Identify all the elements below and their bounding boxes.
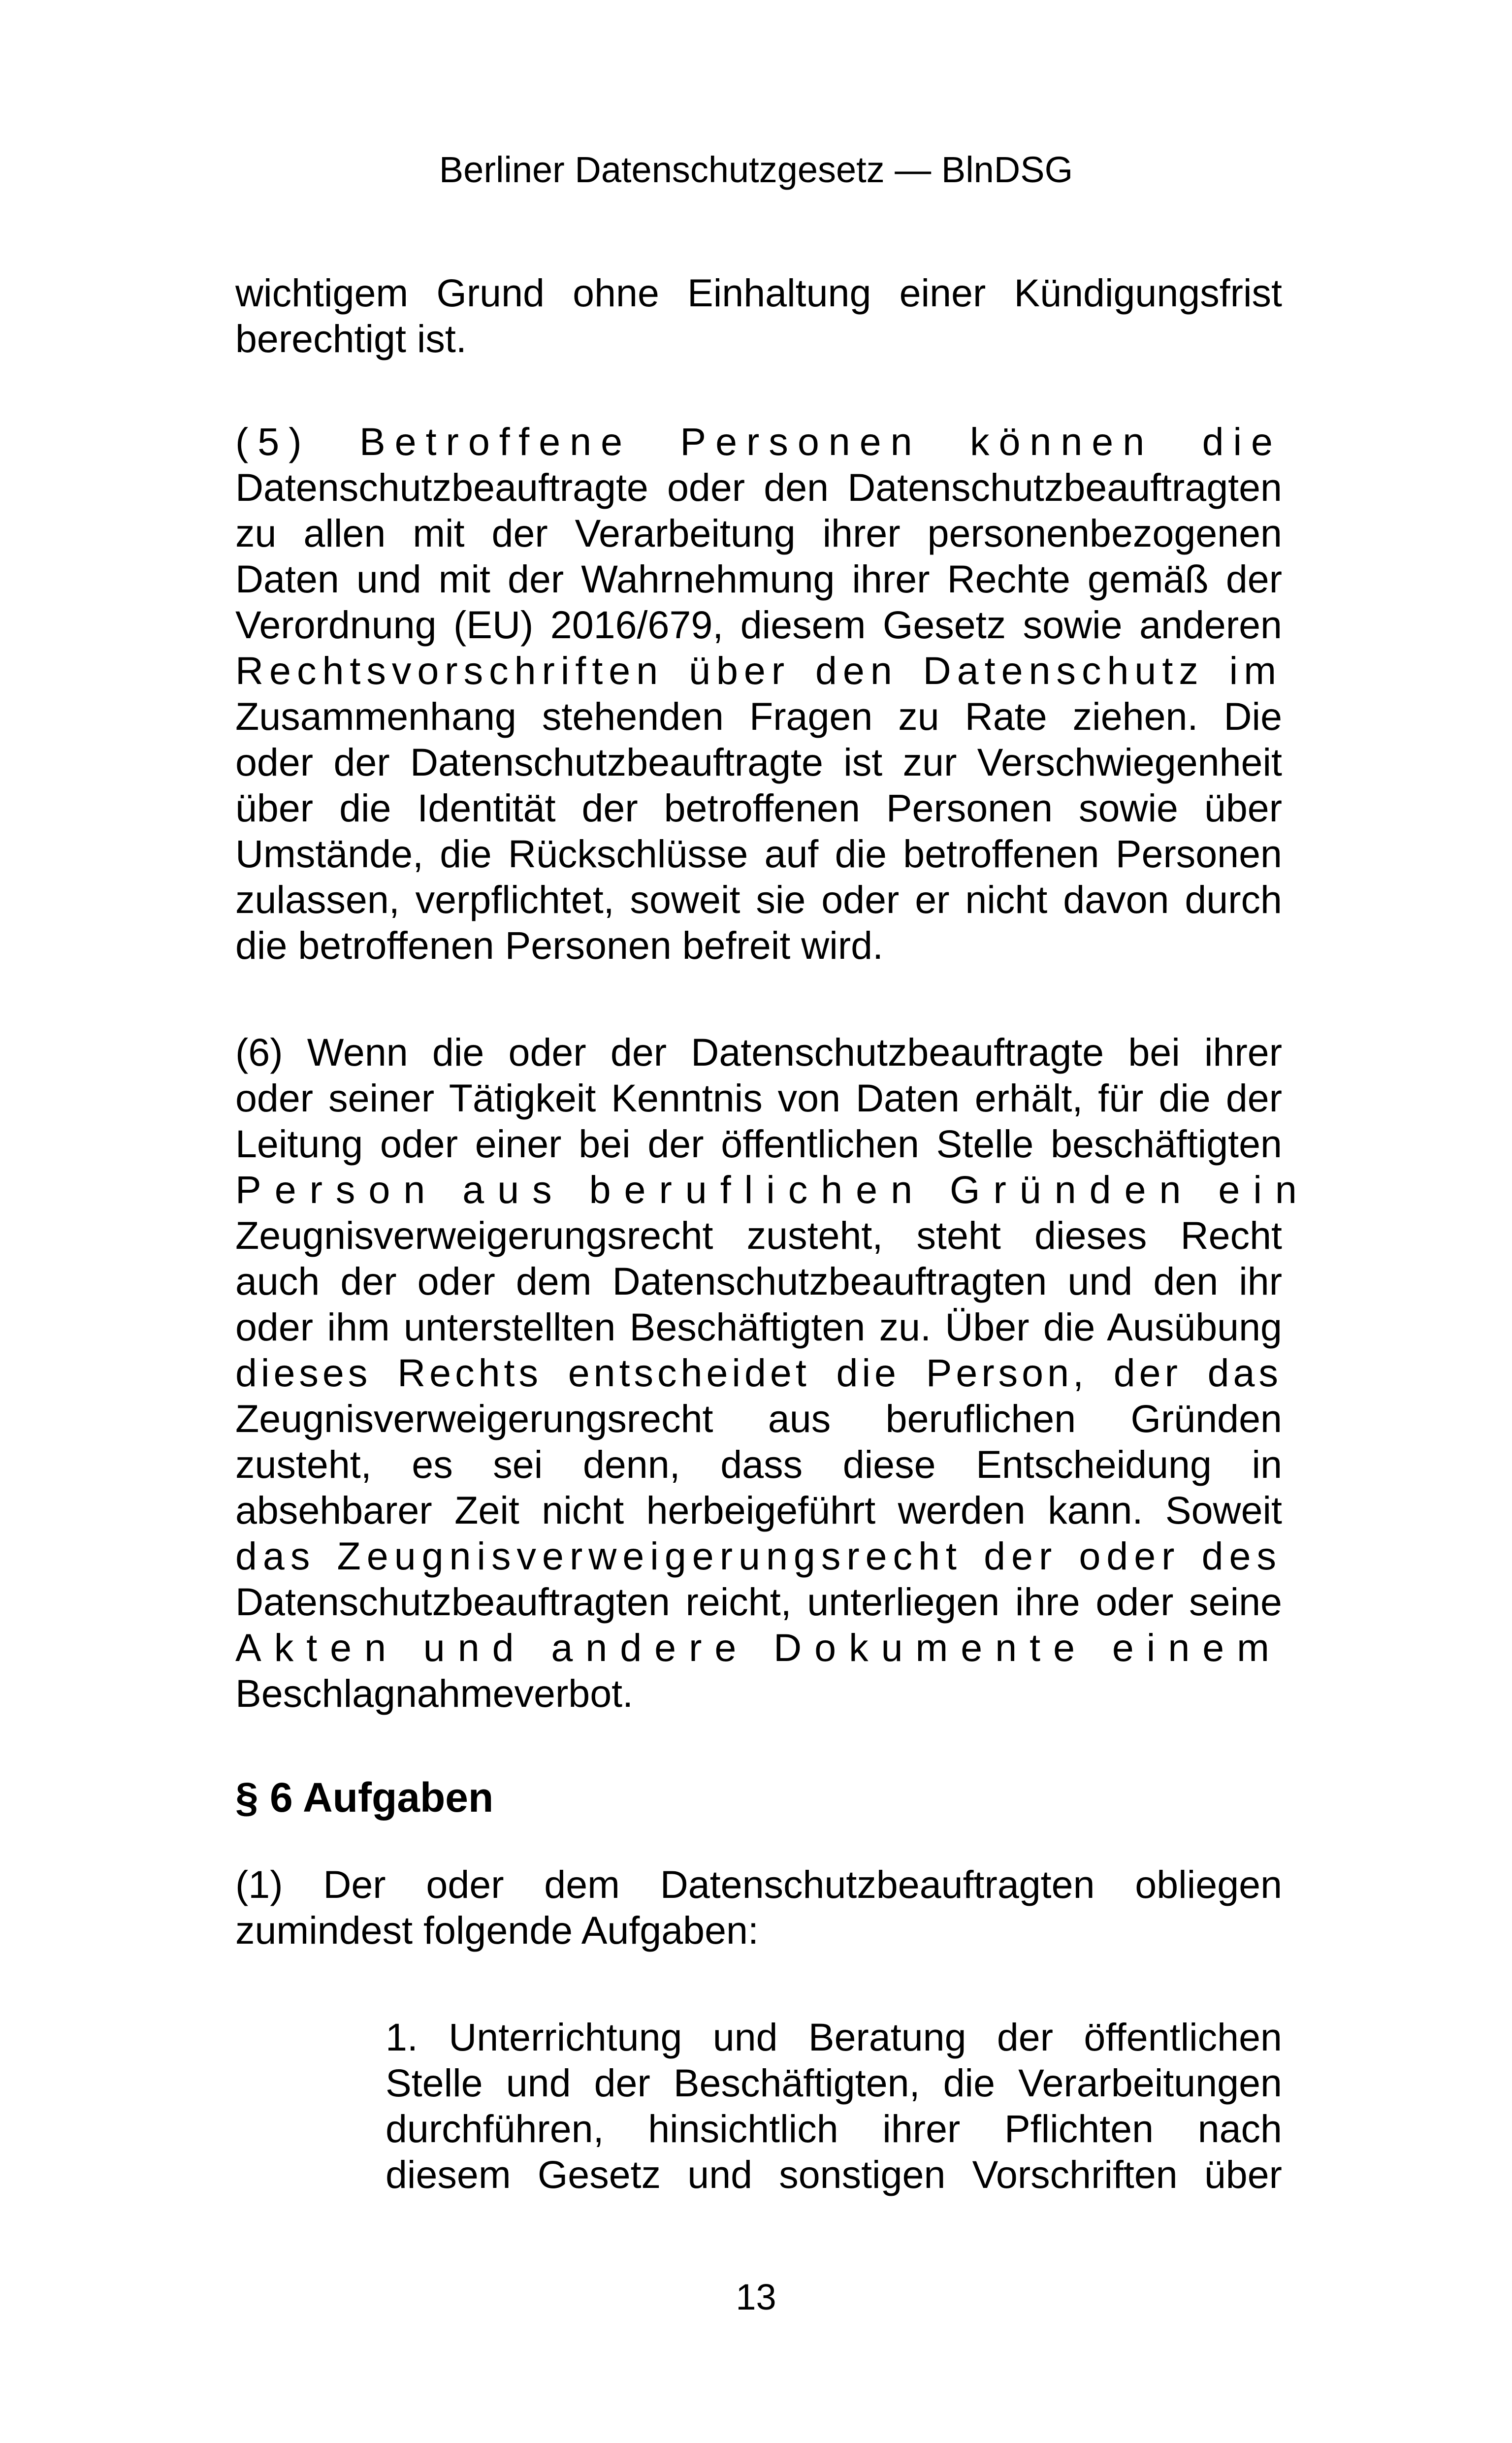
text-line: Person aus beruflichen Gründen ein (235, 1168, 1310, 1211)
text-line: Umstände, die Rückschlüsse auf die betroffenen Personen (235, 832, 1282, 876)
list-item (386, 2014, 1282, 2197)
text-line: Zeugnisverweigerungsrecht zusteht, steht dieses Recht (235, 1213, 1282, 1257)
text-line: Beschlagnahmeverbot. (235, 1671, 634, 1715)
text-line: Daten und mit der Wahrnehmung ihrer Rechte gemäß der (235, 557, 1282, 601)
text-line: Verordnung (EU) 2016/679, diesem Gesetz sowie anderen (235, 603, 1282, 647)
text-line: zulassen, verpflichtet, soweit sie oder er nicht davon durch (235, 878, 1282, 921)
paragraph-5 (235, 419, 1282, 968)
text-line: das Zeugnisverweigerungsrecht der oder des (235, 1534, 1282, 1578)
text-line: Akten und andere Dokumente einem (235, 1626, 1282, 1669)
text-line: zumindest folgende Aufgaben: (235, 1908, 759, 1952)
text-line: 1. Unterrichtung und Beratung der öffentlichen (386, 2015, 1282, 2059)
text-line: wichtigem Grund ohne Einhaltung einer Kündigungsfrist (235, 271, 1282, 315)
text-line: Stelle und der Beschäftigten, die Verarbeitungen (386, 2061, 1282, 2105)
text-line: zusteht, es sei denn, dass diese Entscheidung in (235, 1442, 1282, 1486)
text-line: Datenschutzbeauftragte oder den Datenschutzbeauftragten (235, 465, 1282, 509)
running-header: Berliner Datenschutzgesetz — BlnDSG (439, 149, 1073, 190)
text-line: (1) Der oder dem Datenschutzbeauftragten obliegen (235, 1862, 1282, 1906)
text-line: Rechtsvorschriften über den Datenschutz im (235, 649, 1282, 692)
section-6-paragraph-1 (235, 1861, 1282, 1953)
text-line: Zeugnisverweigerungsrecht aus beruflichen Gründen (235, 1397, 1282, 1440)
text-line: dieses Rechts entscheidet die Person, der das (235, 1351, 1282, 1395)
text-line: zu allen mit der Verarbeitung ihrer personenbezogenen (235, 511, 1282, 555)
text-line: oder ihm unterstellten Beschäftigten zu. Über die Ausübung (235, 1305, 1282, 1349)
text-line: auch der oder dem Datenschutzbeauftragten und den ihr (235, 1259, 1282, 1303)
text-line: oder der Datenschutzbeauftragte ist zur Verschwiegenheit (235, 740, 1282, 784)
text-line: über die Identität der betroffenen Personen sowie über (235, 786, 1282, 830)
text-line: durchführen, hinsichtlich ihrer Pflichten nach (386, 2107, 1282, 2150)
section-heading: § 6 Aufgaben (235, 1774, 494, 1821)
text-line: berechtigt ist. (235, 317, 467, 360)
page-number: 13 (736, 2277, 776, 2317)
paragraph-6 (235, 1029, 1310, 1716)
text-line: Zusammenhang stehenden Fragen zu Rate ziehen. Die (235, 694, 1282, 738)
text-line: (6) Wenn die oder der Datenschutzbeauftragte bei ihrer (235, 1030, 1282, 1074)
text-line: (5) Betroffene Personen können die (235, 420, 1282, 463)
text-line: Datenschutzbeauftragten reicht, unterliegen ihre oder seine (235, 1580, 1282, 1624)
text-line: diesem Gesetz und sonstigen Vorschriften über (386, 2152, 1282, 2196)
continuation-paragraph (235, 270, 1282, 361)
text-line: oder seiner Tätigkeit Kenntnis von Daten erhält, für die der (235, 1076, 1282, 1120)
text-line: Leitung oder einer bei der öffentlichen Stelle beschäftigten (235, 1122, 1282, 1166)
text-line: die betroffenen Personen befreit wird. (235, 923, 884, 967)
text-line: absehbarer Zeit nicht herbeigeführt werden kann. Soweit (235, 1488, 1282, 1532)
